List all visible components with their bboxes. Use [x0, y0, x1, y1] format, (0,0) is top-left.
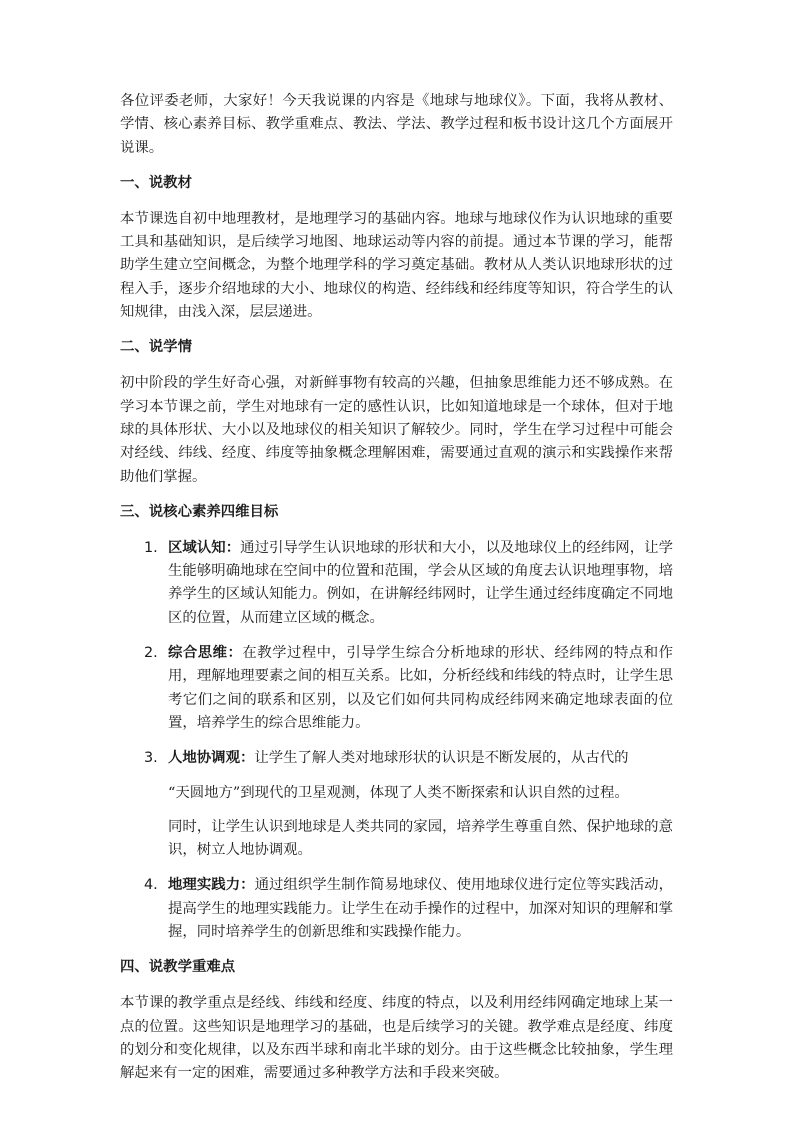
goal-text: 让学生了解人类对地球形状的认识是不断发展的，从古代的 — [254, 750, 629, 767]
goal-term: 综合思维： — [168, 645, 243, 662]
goal-item-human-earth — [120, 747, 673, 862]
students-paragraph: 初中阶段的学生好奇心强，对新鲜事物有较高的兴趣，但抽象思维能力还不够成熟。在学习本节课之前，学生对地球有一定的感性认识，比如知道地球是一个球体，但对于地球的具体形状、大小以及地球仪的相关知识了解较少。同时，学生在学习过程中可能会对经线、纬线、经度、纬度等抽象概念理解困难，需要通过直观的演示和实践操作来帮助他们掌握。 — [120, 375, 673, 485]
section-heading-textbook: 一、说教材 — [120, 174, 192, 191]
goal-term: 地理实践力： — [168, 877, 255, 894]
goals-list — [120, 537, 673, 944]
goal-number: 1. — [144, 539, 158, 556]
goal-text: 在教学过程中，引导学生综合分析地球的形状、经纬网的特点和作用，理解地理要素之间的相互关系。比如，分析经线和纬线的特点时，让学生思考它们之间的联系和区别，以及它们如何共同构成经纬网来确定地球表面的位置，培养学生的综合思维能力。 — [168, 645, 673, 731]
key-points-paragraph: 本节课的教学重点是经线、纬线和经度、纬度的特点，以及利用经纬网确定地球上某一点的位置。这些知识是地理学习的基础，也是后续学习的关键。教学难点是经度、纬度的划分和变化规律，以及东西半球和南北半球的划分。由于这些概念比较抽象，学生理解起来有一定的困难，需要通过多种教学方法和手段来突破。 — [120, 995, 673, 1082]
goal-number: 3. — [144, 750, 158, 767]
goal-number: 4. — [144, 877, 158, 894]
goal-item-practice — [120, 874, 673, 944]
section-heading-goals: 三、说核心素养四维目标 — [120, 503, 279, 520]
goal-item-synthesis — [120, 642, 673, 735]
goal-number: 2. — [144, 645, 158, 662]
goal-text: 通过组织学生制作简易地球仪、使用地球仪进行定位等实践活动，提高学生的地理实践能力。让学生在动手操作的过程中，加深对知识的理解和掌握，同时培养学生的创新思维和实践操作能力。 — [168, 877, 673, 941]
goal-item-regional — [120, 537, 673, 630]
goal-text: “天圆地方”到现代的卫星观测，体现了人类不断探索和认识自然的过程。 — [168, 784, 629, 801]
goal-term: 区域认知： — [168, 539, 241, 556]
textbook-paragraph: 本节课选自初中地理教材，是地理学习的基础内容。地球与地球仪作为认识地球的重要工具和基础知识，是后续学习地图、地球运动等内容的前提。通过本节课的学习，能帮助学生建立空间概念，为整个地理学科的学习奠定基础。教材从人类认识地球形状的过程入手，逐步介绍地球的大小、地球仪的构造、经纬线和经纬度等知识，符合学生的认知规律，由浅入深，层层递进。 — [120, 210, 673, 321]
document-page — [120, 90, 673, 1098]
goal-term: 人地协调观： — [168, 750, 255, 767]
intro-paragraph: 各位评委老师，大家好！今天我说课的内容是《地球与地球仪》。下面，我将从教材、学情、核心素养目标、教学重难点、教法、学法、教学过程和板书设计这几个方面展开说课。 — [120, 93, 673, 156]
goal-text: 通过引导学生认识地球的形状和大小，以及地球仪上的经纬网，让学生能够明确地球在空间中的位置和范围，学会从区域的角度去认识地理事物，培养学生的区域认知能力。例如，在讲解经纬网时，让学生通过经纬度确定不同地区的位置，从而建立区域的概念。 — [168, 539, 673, 626]
goal-text: 同时，让学生认识到地球是人类共同的家园，培养学生尊重自然、保护地球的意识，树立人地协调观。 — [168, 818, 673, 859]
section-heading-key-points: 四、说教学重难点 — [120, 959, 236, 976]
section-heading-students: 二、说学情 — [120, 339, 192, 356]
